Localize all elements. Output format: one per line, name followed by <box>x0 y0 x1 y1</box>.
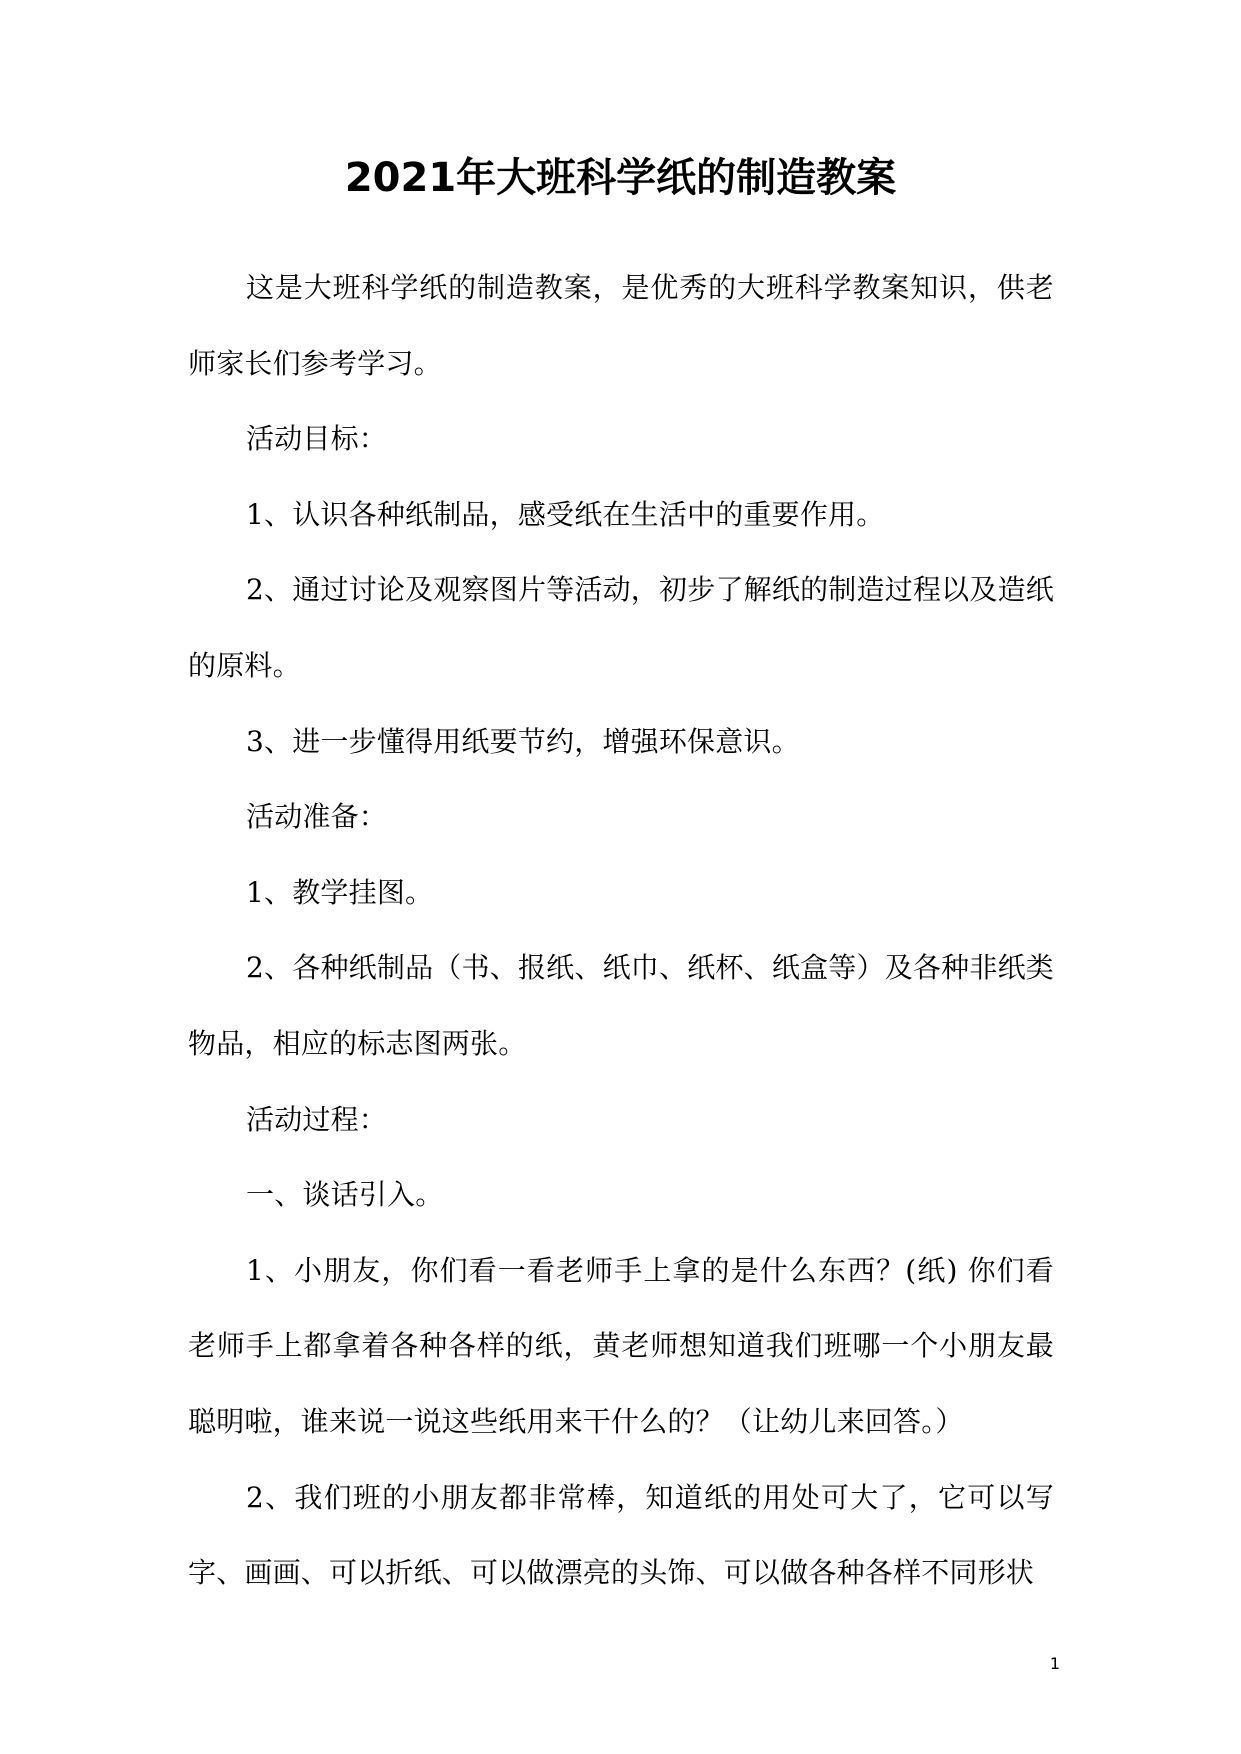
page-number: 1 <box>1049 1654 1060 1673</box>
heading-activity-goals: 活动目标： <box>246 422 388 456</box>
goal-item-1: 1、认识各种纸制品，感受纸在生活中的重要作用。 <box>246 497 885 531</box>
process-step-1: 1、小朋友，你们看一看老师手上拿的是什么东西？(纸) 你们看老师手上都拿着各种各样的纸，黄老师想知道我们班哪一个小朋友最聪明啦，谁来说一说这些纸用来干什么的？（让幼儿来回答。） <box>188 1253 1054 1438</box>
goal-item-3: 3、进一步懂得用纸要节约，增强环保意识。 <box>246 724 800 758</box>
process-step-2: 2、我们班的小朋友都非常棒，知道纸的用处可大了，它可以写字、画画、可以折纸、可以做漂亮的头饰、可以做各种各样不同形状 <box>188 1480 1054 1590</box>
process-section-1: 一、谈话引入。 <box>246 1178 444 1212</box>
preparation-item-2: 2、各种纸制品（书、报纸、纸巾、纸杯、纸盒等）及各种非纸类物品，相应的标志图两张。 <box>188 951 1054 1060</box>
goal-item-2: 2、通过讨论及观察图片等活动，初步了解纸的制造过程以及造纸的原料。 <box>188 573 1054 682</box>
heading-activity-process: 活动过程： <box>246 1102 388 1136</box>
preparation-item-1: 1、教学挂图。 <box>246 875 434 909</box>
paragraph-intro: 这是大班科学纸的制造教案，是优秀的大班科学教案知识，供老师家长们参考学习。 <box>188 271 1054 380</box>
document-body <box>188 250 1054 1611</box>
heading-activity-preparation: 活动准备： <box>246 800 388 834</box>
document-title: 2021年大班科学纸的制造教案 <box>344 155 897 201</box>
